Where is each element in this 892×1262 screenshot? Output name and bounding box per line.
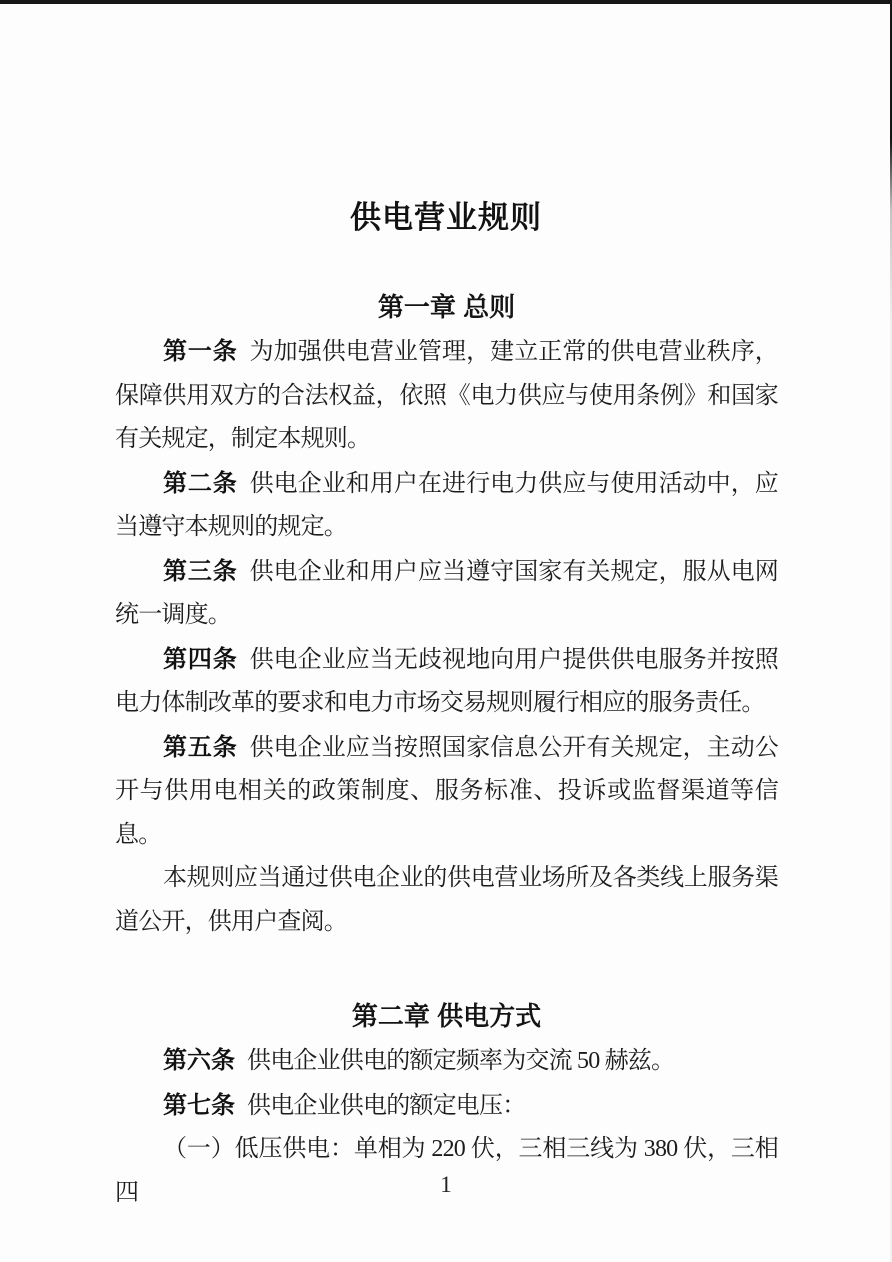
top-edge-scan-line xyxy=(0,0,892,4)
article-number-label: 第三条 xyxy=(163,557,238,585)
chapters xyxy=(115,285,778,1215)
paragraph-text: 供电企业供电的额定频率为交流 50 赫兹。 xyxy=(247,1048,675,1074)
article-paragraph xyxy=(115,462,778,550)
paragraph-text: 供电企业应当无歧视地向用户提供供电服务并按照电力体制改革的要求和电力市场交易规则履行相应的服务责任。 xyxy=(115,646,778,716)
article-number-label: 第一条 xyxy=(163,338,238,365)
paragraph-text: 供电企业和用户应当遵守国家有关规定，服从电网统一调度。 xyxy=(115,558,778,628)
document-body xyxy=(115,285,778,1215)
page-number: 1 xyxy=(440,1172,452,1197)
article-number-label: 第五条 xyxy=(163,733,238,761)
article-paragraph xyxy=(115,330,778,462)
paragraph-text: 供电企业应当按照国家信息公开有关规定，主动公开与供用电相关的政策制度、服务标准、投诉或监督渠道等信息。 xyxy=(115,734,778,848)
chapter-heading: 第二章 供电方式 xyxy=(351,1001,542,1031)
article-paragraph xyxy=(115,726,778,858)
article-paragraph xyxy=(115,550,778,638)
paragraph-text: （一）低压供电：单相为 220 伏，三相三线为 380 伏，三相四 xyxy=(115,1136,778,1206)
article-paragraph xyxy=(115,638,778,726)
paragraph-text: 供电企业和用户在进行电力供应与使用活动中，应当遵守本规则的规定。 xyxy=(115,470,778,540)
article-paragraph xyxy=(115,1039,778,1084)
paragraph-text: 为加强供电营业管理，建立正常的供电营业秩序，保障供用双方的合法权益，依照《电力供应与使用条例》和国家有关规定，制定本规则。 xyxy=(115,339,778,452)
paragraph-text: 供电企业供电的额定电压： xyxy=(247,1092,526,1119)
article-number-label: 第七条 xyxy=(163,1091,235,1119)
chapter-heading: 第一章 总则 xyxy=(377,292,516,322)
article-number-label: 第四条 xyxy=(163,645,238,673)
paragraph-text: 本规则应当通过供电企业的供电营业场所及各类线上服务渠道公开，供用户查阅。 xyxy=(115,865,778,935)
article-number-label: 第六条 xyxy=(163,1047,235,1074)
document-title: 供电营业规则 xyxy=(350,200,542,235)
article-number-label: 第二条 xyxy=(163,469,238,497)
article-paragraph xyxy=(115,1084,778,1129)
article-paragraph xyxy=(115,857,778,944)
